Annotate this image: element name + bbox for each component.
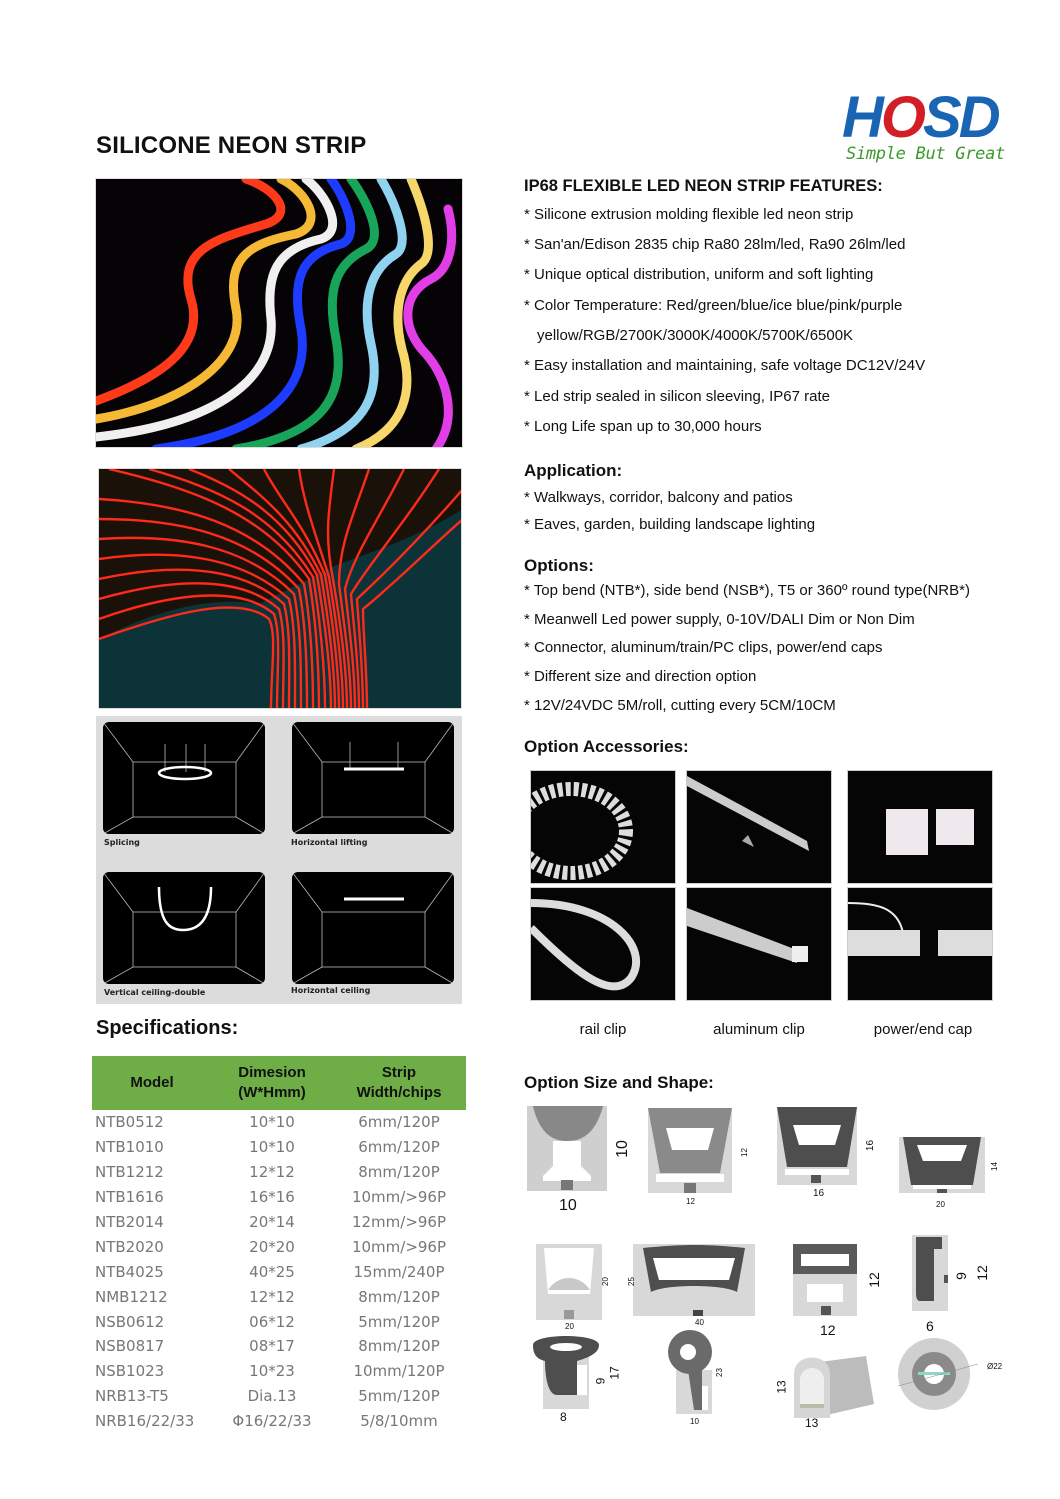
brand-logo — [842, 85, 1007, 168]
dim-label: 12 — [865, 1272, 882, 1288]
dim-label: 12 — [739, 1148, 749, 1157]
profile-ntb4025 — [633, 1244, 758, 1324]
table-row: NTB1616 16*16 10mm/>96P — [95, 1188, 447, 1207]
install-label-vertical-ceiling-double: Vertical ceiling-double — [104, 988, 206, 997]
logo-wordmark: HOSD — [842, 85, 998, 150]
power-end-cap-photo-2 — [847, 887, 993, 1001]
table-row: NRB16/22/33 Φ16/22/33 5/8/10mm — [95, 1412, 438, 1431]
table-row: NSB0817 08*17 8mm/120P — [95, 1337, 440, 1356]
feature-item: * San'an/Edison 2835 chip Ra80 28lm/led, Ra90 26lm/led — [524, 236, 906, 253]
room-illustration-horizontal-ceiling — [292, 872, 454, 984]
profile-ntb2014 — [899, 1137, 989, 1202]
accessory-label-rail-clip: rail clip — [579, 1021, 627, 1038]
room-illustration-vertical-ceiling-double — [103, 872, 265, 984]
dim-label: 6 — [926, 1318, 934, 1334]
profile-nsb1023 — [668, 1330, 718, 1425]
application-item: * Walkways, corridor, balcony and patios — [524, 489, 793, 506]
dim-label: 12 — [820, 1322, 836, 1338]
room-illustration-splicing — [103, 722, 265, 834]
install-label-splicing: Splicing — [104, 838, 140, 847]
page-title: SILICONE NEON STRIP — [96, 132, 367, 159]
accessory-label-aluminum-clip: aluminum clip — [713, 1021, 805, 1038]
dim-label: 17 — [607, 1366, 622, 1380]
feature-item: * Long Life span up to 30,000 hours — [524, 418, 762, 435]
option-item: * 12V/24VDC 5M/roll, cutting every 5CM/10CM — [524, 697, 836, 714]
dim-label: Ø22 — [987, 1362, 1003, 1371]
accessories-heading: Option Accessories: — [524, 737, 689, 756]
table-row: NSB1023 10*23 10mm/120P — [95, 1362, 445, 1381]
profile-ntb1616 — [777, 1107, 862, 1192]
profile-ntb1212 — [648, 1108, 738, 1203]
rail-clip-photo-2 — [530, 887, 676, 1001]
column-header-strip-width: Strip Width/chips — [332, 1056, 466, 1110]
dim-label: 20 — [936, 1200, 945, 1209]
table-row: NSB0612 06*12 5mm/120P — [95, 1312, 440, 1331]
column-header-model: Model — [92, 1056, 212, 1110]
dim-label: 10 — [690, 1417, 699, 1426]
dim-label: 12 — [686, 1197, 695, 1206]
install-label-horizontal-lifting: Horizontal lifting — [291, 838, 368, 847]
dim-label: 10 — [559, 1197, 577, 1214]
dim-label: 40 — [695, 1318, 704, 1327]
table-row: NTB2020 20*20 10mm/>96P — [95, 1237, 447, 1256]
dim-label: 16 — [865, 1139, 877, 1152]
feature-item: * Silicone extrusion molding flexible led neon strip — [524, 206, 854, 223]
option-item: * Meanwell Led power supply, 0-10V/DALI Dim or Non Dim — [524, 611, 915, 628]
profile-ntb1010 — [525, 1106, 615, 1201]
table-row: NTB1010 10*10 6mm/120P — [95, 1138, 440, 1157]
dim-label: 13 — [774, 1380, 789, 1394]
dim-label: 23 — [714, 1368, 724, 1377]
neon-strip-photo — [95, 178, 463, 448]
feature-item: * Unique optical distribution, uniform and soft lighting — [524, 266, 874, 283]
dim-label: 16 — [813, 1188, 825, 1199]
dim-label: 8 — [560, 1410, 567, 1424]
profile-nsb0817 — [533, 1333, 603, 1418]
dim-label: 13 — [805, 1416, 819, 1430]
dim-label: 20 — [565, 1322, 574, 1331]
room-illustration-horizontal-lifting — [292, 722, 454, 834]
specifications-table — [92, 1056, 466, 1434]
column-header-dimension: Dimesion (W*Hmm) — [212, 1056, 332, 1110]
install-label-horizontal-ceiling: Horizontal ceiling — [291, 986, 371, 995]
feature-item: * Color Temperature: Red/green/blue/ice blue/pink/purple — [524, 297, 903, 314]
dim-label: 20 — [600, 1277, 610, 1286]
dim-label: 9 — [593, 1377, 608, 1385]
dim-label: 25 — [626, 1277, 636, 1286]
profile-ntb2020 — [536, 1244, 608, 1329]
dim-label: 10 — [613, 1140, 631, 1158]
dim-label: 12 — [973, 1265, 990, 1281]
accessory-label-power-end-cap: power/end cap — [873, 1021, 973, 1038]
installation-methods-figure — [96, 716, 462, 1004]
power-end-cap-photo-1 — [847, 770, 993, 884]
option-item: * Different size and direction option — [524, 668, 757, 685]
table-row: NTB1212 12*12 8mm/120P — [95, 1163, 440, 1182]
table-header-row — [92, 1056, 466, 1110]
feature-item: * Led strip sealed in silicon sleeving, IP67 rate — [524, 388, 831, 405]
table-row: NTB2014 20*14 12mm/>96P — [95, 1213, 447, 1231]
application-heading: Application: — [524, 461, 623, 480]
feature-item: * Easy installation and maintaining, safe voltage DC12V/24V — [524, 357, 926, 374]
options-heading: Options: — [524, 556, 594, 575]
red-neon-fan-photo — [98, 468, 462, 709]
rail-clip-photo-1 — [530, 770, 676, 884]
features-heading: IP68 FLEXIBLE LED NEON STRIP FEATURES: — [524, 177, 883, 195]
table-row: NRB13-T5 Dia.13 5mm/120P — [95, 1387, 440, 1406]
profile-nsb0612 — [912, 1235, 952, 1320]
shapes-heading: Option Size and Shape: — [524, 1073, 714, 1092]
application-item: * Eaves, garden, building landscape lighting — [524, 516, 816, 533]
aluminum-clip-photo-1 — [686, 770, 832, 884]
profile-nmb1212 — [793, 1244, 863, 1329]
table-row: NTB0512 10*10 6mm/120P — [95, 1113, 440, 1132]
table-row: NTB4025 40*25 15mm/240P — [95, 1262, 445, 1281]
table-row: NMB1212 12*12 8mm/120P — [95, 1287, 440, 1306]
profile-nrb22-round — [898, 1336, 978, 1421]
specifications-heading: Specifications: — [96, 1017, 239, 1039]
option-item: * Top bend (NTB*), side bend (NSB*), T5 or 360º round type(NRB*) — [524, 582, 970, 599]
option-item: * Connector, aluminum/train/PC clips, power/end caps — [524, 639, 883, 656]
logo-tagline: Simple But Great — [846, 144, 1005, 164]
dim-label: 14 — [989, 1162, 999, 1171]
feature-item-continuation: yellow/RGB/2700K/3000K/4000K/5700K/6500K — [537, 327, 854, 344]
dim-label: 9 — [952, 1272, 969, 1280]
aluminum-clip-photo-2 — [686, 887, 832, 1001]
